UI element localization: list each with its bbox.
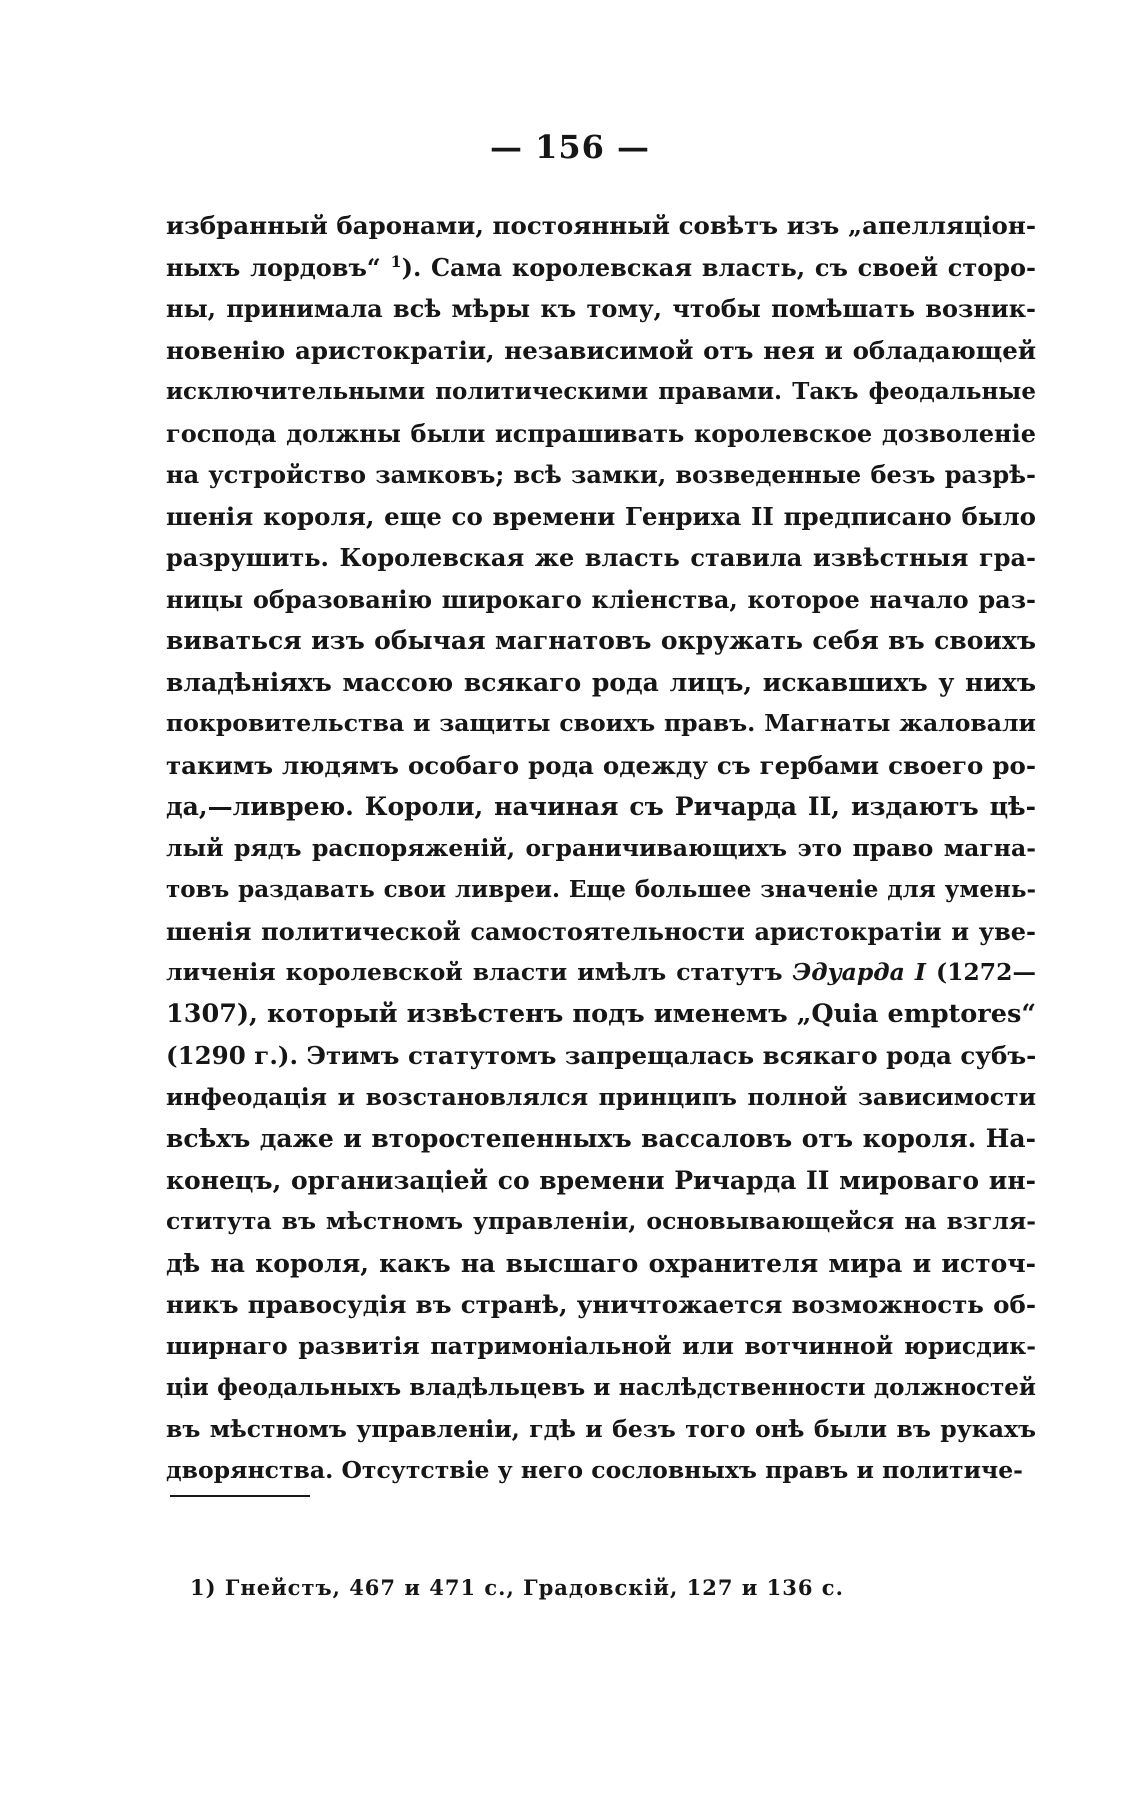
text-line-11: виваться изъ обычая магнатовъ окружать себя въ своихъ	[166, 626, 1036, 655]
body-text	[166, 205, 1036, 1492]
text-line-9: разрушить. Королевская же власть ставила извѣстныя гра-	[166, 543, 1036, 572]
text-line-8: шенія короля, еще со времени Генриха II предписано было	[166, 501, 1036, 531]
italic-name: Эдуарда I	[792, 958, 926, 986]
text-line-2	[166, 247, 1036, 289]
text-line-7: на устройство замковъ; всѣ замки, возведенные безъ разрѣ-	[166, 460, 1036, 489]
text-line-19-rest: (1272—	[925, 958, 1036, 986]
text-line-18: шенія политической самостоятельности аристократіи и уве-	[166, 916, 1036, 946]
text-line-13: покровительства и защиты своихъ правъ. Магнаты жаловали	[166, 709, 1036, 737]
text-line-31: дворянства. Отсутствіе у него сословныхъ правъ и политиче-	[166, 1456, 1023, 1484]
text-line-25: ститута въ мѣстномъ управленіи, основывающейся на взгля-	[166, 1207, 1036, 1235]
text-line-1: избранный баронами, постоянный совѣтъ изъ „апелляціон-	[166, 211, 1036, 240]
text-line-12: владѣніяхъ массою всякаго рода лицъ, искавшихъ у нихъ	[166, 667, 1036, 697]
text-line-24: конецъ, организаціей со времени Ричарда II мироваго ин-	[166, 1165, 1036, 1195]
text-line-5: исключительными политическими правами. Такъ феодальные	[166, 378, 1036, 405]
footnote-divider	[170, 1495, 310, 1497]
text-line-27: никъ правосудія въ странѣ, уничтожается возможность об-	[166, 1290, 1036, 1319]
text-line-21: (1290 г.). Этимъ статутомъ запрещалась всякаго рода субъ-	[166, 1041, 1037, 1070]
text-line-14: такимъ людямъ особаго рода одежду съ гербами своего ро-	[166, 750, 1036, 780]
text-line-16: лый рядъ распоряженій, ограничивающихъ это право магна-	[166, 833, 1036, 862]
text-line-19	[166, 952, 1036, 994]
text-line-23: всѣхъ даже и второстепенныхъ вассаловъ отъ короля. На-	[166, 1124, 1036, 1153]
text-line-28: ширнаго развитія патримоніальной или вотчинной юрисдик-	[166, 1331, 1036, 1360]
text-line-15: да,—ливрею. Короли, начиная съ Ричарда II, издаютъ цѣ-	[166, 792, 1036, 821]
footnote-reference: 1	[390, 251, 402, 271]
text-line-30: въ мѣстномъ управленіи, гдѣ и безъ того онѣ были въ рукахъ	[166, 1414, 1036, 1443]
footnote: 1) Гнейстъ, 467 и 471 с., Градовскій, 127 и 136 с.	[190, 1575, 844, 1600]
text-line-2-rest: ). Сама королевская власть, съ своей сторо-	[401, 252, 1036, 282]
text-line-2-start: ныхъ лордовъ“	[166, 252, 391, 282]
text-line-6: господа должны были испрашивать королевское дозволеніе	[166, 418, 1036, 448]
text-line-10: ницы образованію широкаго кліенства, которое начало раз-	[166, 584, 1036, 614]
text-line-3: ны, принимала всѣ мѣры къ тому, чтобы помѣшать возник-	[166, 294, 1036, 323]
text-line-17: товъ раздавать свои ливреи. Еще большее значеніе для умень-	[166, 876, 1036, 903]
text-line-20: 1307), который извѣстенъ подъ именемъ „Quia emptores“	[166, 998, 1036, 1029]
text-line-4: новенію аристократіи, независимой отъ нея и обладающей	[166, 335, 1036, 365]
page-number: — 156 —	[489, 128, 651, 166]
text-line-26: дѣ на короля, какъ на высшаго охранителя мира и источ-	[166, 1248, 1036, 1278]
text-line-19-start: личенія королевской власти имѣлъ статутъ	[166, 958, 793, 986]
text-line-29: ціи феодальныхъ владѣльцевъ и наслѣдственности должностей	[166, 1374, 1036, 1401]
text-line-22: инфеодація и возстановлялся принципъ полной зависимости	[166, 1082, 1036, 1111]
